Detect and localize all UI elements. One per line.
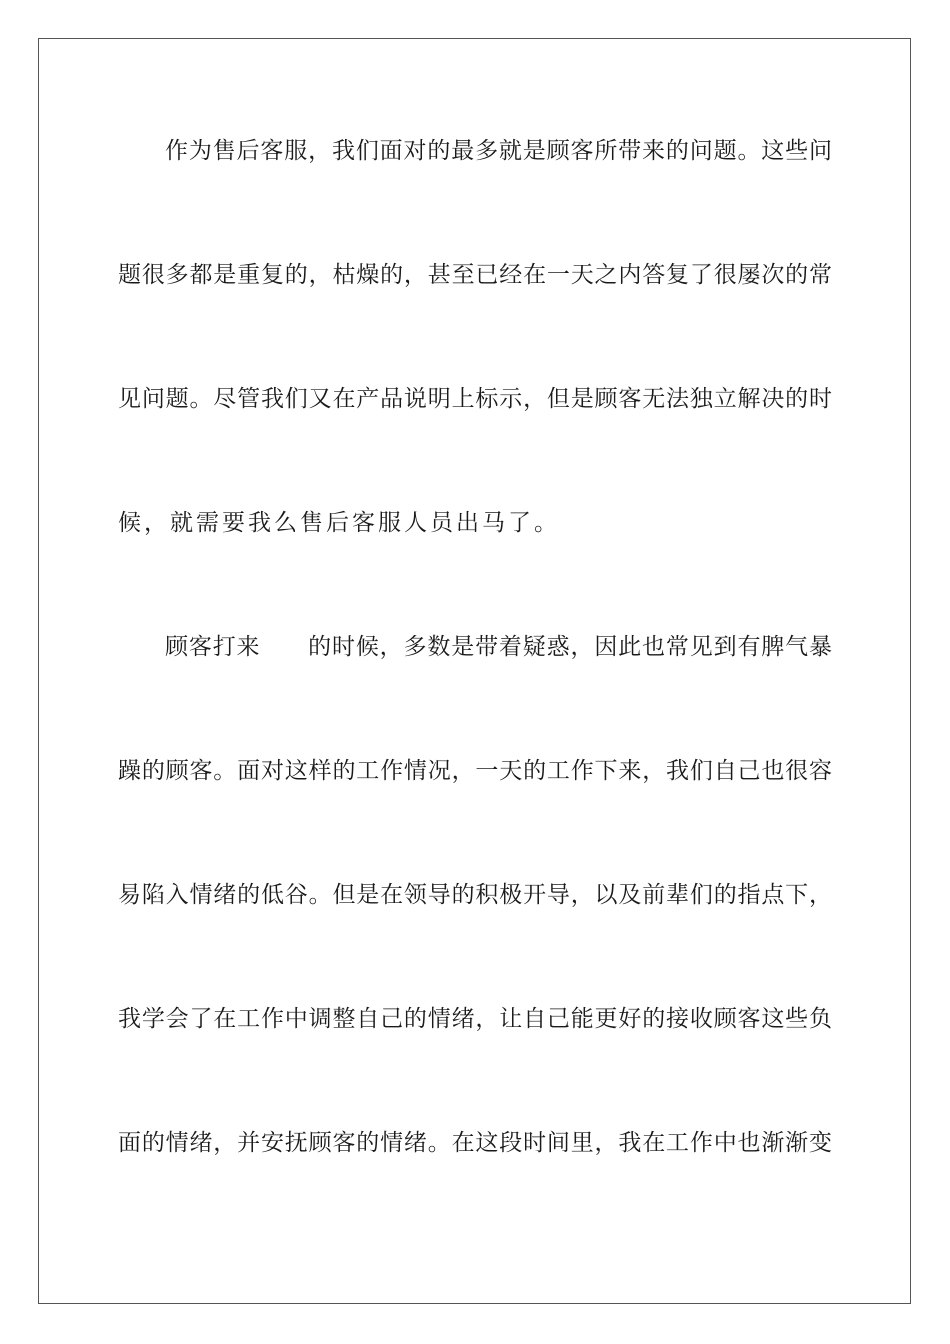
paragraph-line: 顾客打来 的时候，多数是带着疑惑，因此也常见到有脾气暴: [165, 634, 832, 660]
paragraph-line: 作为售后客服，我们面对的最多就是顾客所带来的问题。这些问: [165, 138, 832, 164]
paragraph-line: 我学会了在工作中调整自己的情绪，让自己能更好的接收顾客这些负: [118, 1006, 832, 1032]
page-border: [38, 38, 911, 1304]
paragraph-line: 面的情绪，并安抚顾客的情绪。在这段时间里，我在工作中也渐渐变: [118, 1130, 832, 1156]
paragraph-line: 躁的顾客。面对这样的工作情况，一天的工作下来，我们自己也很容: [118, 758, 832, 784]
paragraph-line: 候，就需要我么售后客服人员出马了。: [118, 510, 560, 536]
paragraph-line: 易陷入情绪的低谷。但是在领导的积极开导，以及前辈们的指点下，: [118, 882, 832, 908]
paragraph-line: 题很多都是重复的，枯燥的，甚至已经在一天之内答复了很屡次的常: [118, 262, 832, 288]
paragraph-line: 见问题。尽管我们又在产品说明上标示，但是顾客无法独立解决的时: [118, 386, 832, 412]
